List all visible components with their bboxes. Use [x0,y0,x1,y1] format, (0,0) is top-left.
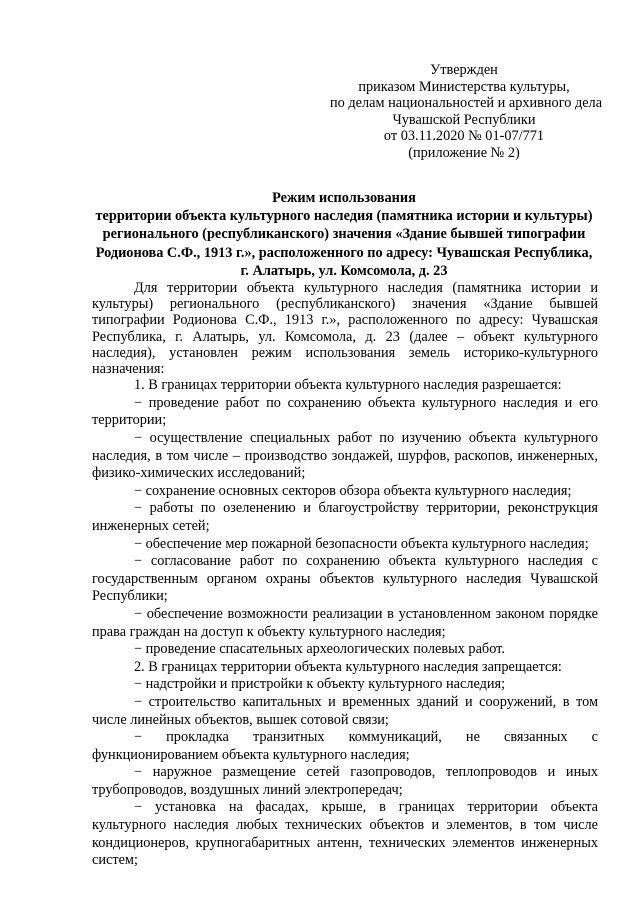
approval-line: Утвержден [430,62,498,78]
list-item: − работы по озеленению и благоустройству территории, реконструкция инженерных сетей; [92,500,598,534]
approval-line: по делам национальностей и архивного дела [330,95,603,112]
list-item: − сохранение основных секторов обзора объекта культурного наследия; [134,482,572,499]
intro-paragraph: Для территории объекта культурного наследия (памятника истории и культуры) регионального (республиканского) значения «Здание бывшей типографии Родионова С.Ф., 1913 г.», расположенного по адресу: Чувашская Республика, г. Алатырь, ул. Комсомола, д. 23 (далее – объект культурного наследия), установлен режим использования земель историко-культурного назначения: [92,280,598,378]
approval-line: Чувашской Республики [392,111,536,128]
approval-block [330,62,603,162]
title-line: регионального (республиканского) значения «Здание бывшей типографии [102,226,586,243]
list-item: − осуществление специальных работ по изучению объекта культурного наследия, в том числе – производство зондажей, шурфов, раскопов, инженерных, физико-химических исследований; [92,430,598,482]
approval-line: от 03.11.2020 № 01-07/771 [383,128,545,145]
list-item: − обеспечение мер пожарной безопасности объекта культурного наследия; [134,535,589,552]
list-item: − проведение работ по сохранению объекта культурного наследия и его территории; [92,394,598,429]
approval-line: приказом Министерства культуры, [358,78,570,95]
title-line: Родионова С.Ф., 1913 г.», расположенного по адресу: Чувашская Республика, [95,244,593,261]
list-item: − обеспечение возможности реализации в установленном законом порядке права граждан на доступ к объекту культурного наследия; [92,605,598,640]
list-item: − строительство капитальных и временных зданий и сооружений, в том числе линейных объектов, вышек сотовой связи; [92,693,598,728]
section-heading-permitted: 1. В границах территории объекта культурного наследия разрешается: [134,377,562,394]
list-item: − наружное размещение сетей газопроводов, теплопроводов и иных трубопроводов, воздушных линий электропередач; [92,764,598,798]
document-title [80,189,608,280]
list-item: − проведение спасательных археологических полевых работ. [134,641,505,658]
list-item: − согласование работ по сохранению объекта культурного наследия с государственным органом охраны объектов культурного наследия Чувашской Республики; [92,553,598,605]
title-line: территории объекта культурного наследия (памятника истории и культуры) [95,208,593,225]
title-line: г. Алатырь, ул. Комсомола, д. 23 [240,262,448,279]
list-item: − установка на фасадах, крыше, в границах территории объекта культурного наследия любых технических объектов и элементов, в том числе кондиционеров, крупногабаритных антенн, технических элементов инженерных систем; [92,799,598,869]
list-item: − надстройки и пристройки к объекту культурного наследия; [134,676,506,693]
approval-line: (приложение № 2) [408,144,520,161]
list-item: − прокладка транзитных коммуникаций, не связанных с функционированием объекта культурного наследия; [92,729,598,763]
title-line: Режим использования [272,190,416,206]
section-heading-prohibited: 2. В границах территории объекта культурного наследия запрещается: [134,658,562,675]
document-body [92,280,598,870]
